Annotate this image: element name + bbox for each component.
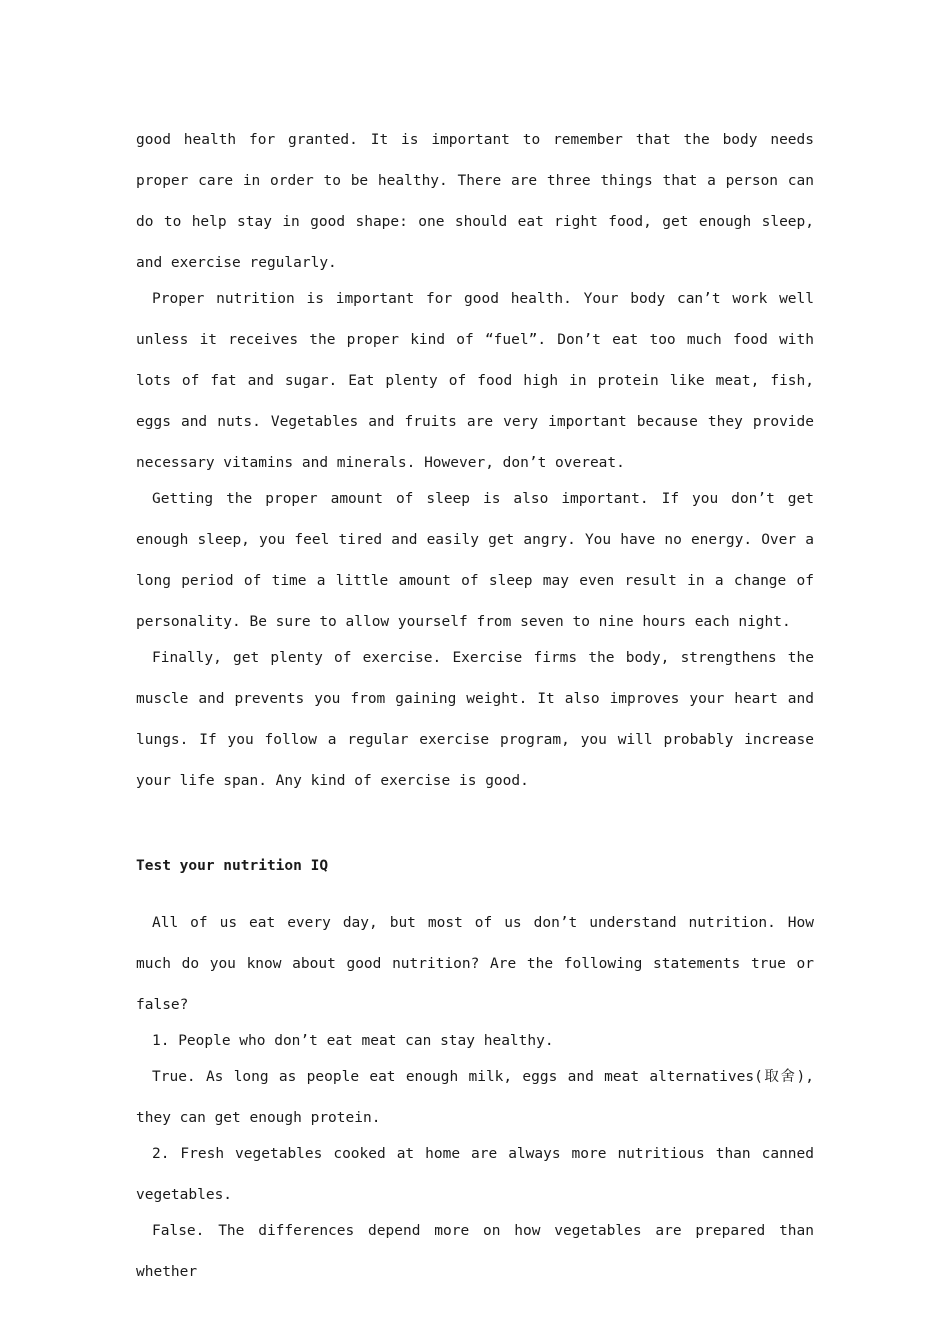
section-heading: Test your nutrition IQ bbox=[136, 858, 329, 874]
heading-spacer bbox=[136, 887, 814, 903]
sleep-paragraph: Getting the proper amount of sleep is also important. If you don’t get enough sleep, you feel tired and easily get angry. You have no energy. Over a long period of time a little amount of sleep may even result in a change of personality. Be sure to allow yourself from seven to nine hours each night. bbox=[136, 491, 814, 630]
quiz-intro-paragraph: All of us eat every day, but most of us don’t understand nutrition. How much do you know about good nutrition? Are the following statements true or false? bbox=[136, 915, 814, 1013]
quiz-answer-1: True. As long as people eat enough milk, eggs and meat alternatives(取舍), they can get enough protein. bbox=[136, 1069, 814, 1126]
body-paragraph: good health for granted. It is important to remember that the body needs proper care in order to be healthy. There are three things that a person can do to help stay in good shape: one should eat right food, get enough sleep, and exercise regularly. bbox=[136, 132, 814, 271]
document-page bbox=[136, 120, 814, 1293]
quiz-question-2: 2. Fresh vegetables cooked at home are always more nutritious than canned vegetables. bbox=[136, 1146, 814, 1203]
exercise-paragraph: Finally, get plenty of exercise. Exercise firms the body, strengthens the muscle and prevents you from gaining weight. It also improves your heart and lungs. If you follow a regular exercise program, you will probably increase your life span. Any kind of exercise is good. bbox=[136, 650, 814, 789]
section-spacer bbox=[136, 802, 814, 846]
quiz-answer-2: False. The differences depend more on how vegetables are prepared than whether bbox=[136, 1223, 814, 1280]
nutrition-paragraph: Proper nutrition is important for good health. Your body can’t work well unless it receives the proper kind of “fuel”. Don’t eat too much food with lots of fat and sugar. Eat plenty of food high in protein like meat, fish, eggs and nuts. Vegetables and fruits are very important because they provide necessary vitamins and minerals. However, don’t overeat. bbox=[136, 291, 814, 471]
quiz-question-1: 1. People who don’t eat meat can stay healthy. bbox=[152, 1033, 554, 1049]
